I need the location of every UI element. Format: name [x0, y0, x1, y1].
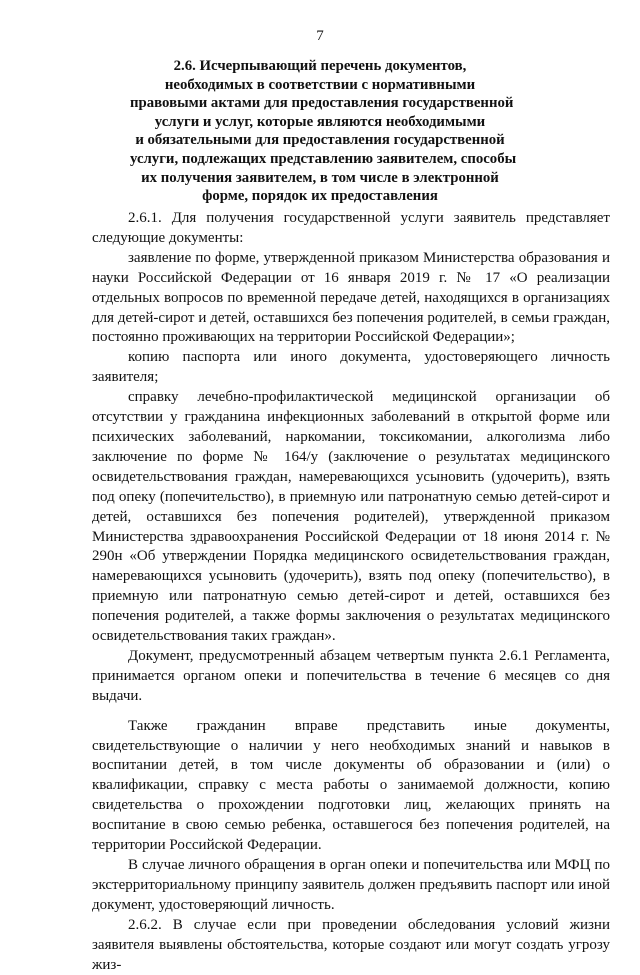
heading-line: и обязательными для предоставления государственной	[135, 132, 505, 149]
page-number: 7	[316, 28, 324, 44]
paragraph-application: заявление по форме, утвержденной приказом Министерства образования и науки Российской Федерации от 16 января 2019 г. № 17 «О реализации отдельных вопросов по временной передаче детей, находящихся в организациях для детей-сирот и детей, оставшихся без попечения родителей, в семьи граждан, постоянно проживающих на территории Российской Федерации»;	[92, 249, 610, 346]
heading-line: правовыми актами для предоставления государственной	[130, 95, 514, 112]
paragraph-personal-appeal: В случае личного обращения в орган опеки и попечительства или МФЦ по экстерриториальному принципу заявитель должен предъявить паспорт или иной документ, удостоверяющий личность.	[92, 857, 610, 913]
body-text	[92, 209, 610, 975]
heading-line: форме, порядок их предоставления	[202, 188, 438, 205]
heading-line: 2.6. Исчерпывающий перечень документов,	[173, 58, 467, 74]
section-heading	[130, 57, 517, 206]
paragraph-document-validity: Документ, предусмотренный абзацем четвертым пункта 2.6.1 Регламента, принимается органом опеки и попечительства в течение 6 месяцев со дня выдачи.	[92, 647, 610, 704]
paragraph-medical-certificate: справку лечебно-профилактической медицинской организации об отсутствии у гражданина инфекционных заболеваний в открытой форме или психических заболеваний, наркомании, токсикомании, алкоголизма либо заключение по форме № 164/у (заключение о результатах медицинского освидетельствования граждан, намеревающихся усыновить (удочерить), взять под опеку (попечительство), в приемную или патронатную семью детей-сирот и детей, оставшихся без попечения родителей), утвержденной приказом Министерства здравоохранения Российской Федерации от 18 июня 2014 г. № 290н «Об утверждении Порядка медицинского освидетельствования граждан, намеревающихся усыновить (удочерить), взять под опеку (попечительство), в приемную или патронатную семью детей-сирот и детей, оставшихся без попечения родителей, а также формы заключения о результатах медицинского освидетельствования таких граждан».	[92, 389, 610, 645]
paragraph-2-6-1: 2.6.1. Для получения государственной услуги заявитель представляет следующие документы:	[92, 210, 610, 246]
heading-line: необходимых в соответствии с нормативными	[164, 76, 476, 93]
heading-line: их получения заявителем, в том числе в электронной	[141, 169, 499, 186]
heading-line: услуги и услуг, которые являются необходимыми	[154, 113, 486, 130]
heading-line: услуги, подлежащих представлению заявителем, способы	[130, 150, 517, 167]
paragraph-other-documents: Также гражданин вправе представить иные документы, свидетельствующие о наличии у него необходимых знаний и навыков в воспитании детей, в том числе документы об образовании и (или) о квалификации, справку с места работы о занимаемой должности, копию свидетельства о прохождении подготовки лиц, желающих принять на воспитание в свою семью ребенка, оставшегося без попечения родителей, на территории Российской Федерации.	[92, 717, 610, 854]
paragraph-2-6-2: 2.6.2. В случае если при проведении обследования условий жизни заявителя выявлены обстоятельства, которые создают или могут создать угрозу жиз-	[92, 916, 610, 973]
paragraph-passport: копию паспорта или иного документа, удостоверяющего личность заявителя;	[92, 349, 610, 386]
